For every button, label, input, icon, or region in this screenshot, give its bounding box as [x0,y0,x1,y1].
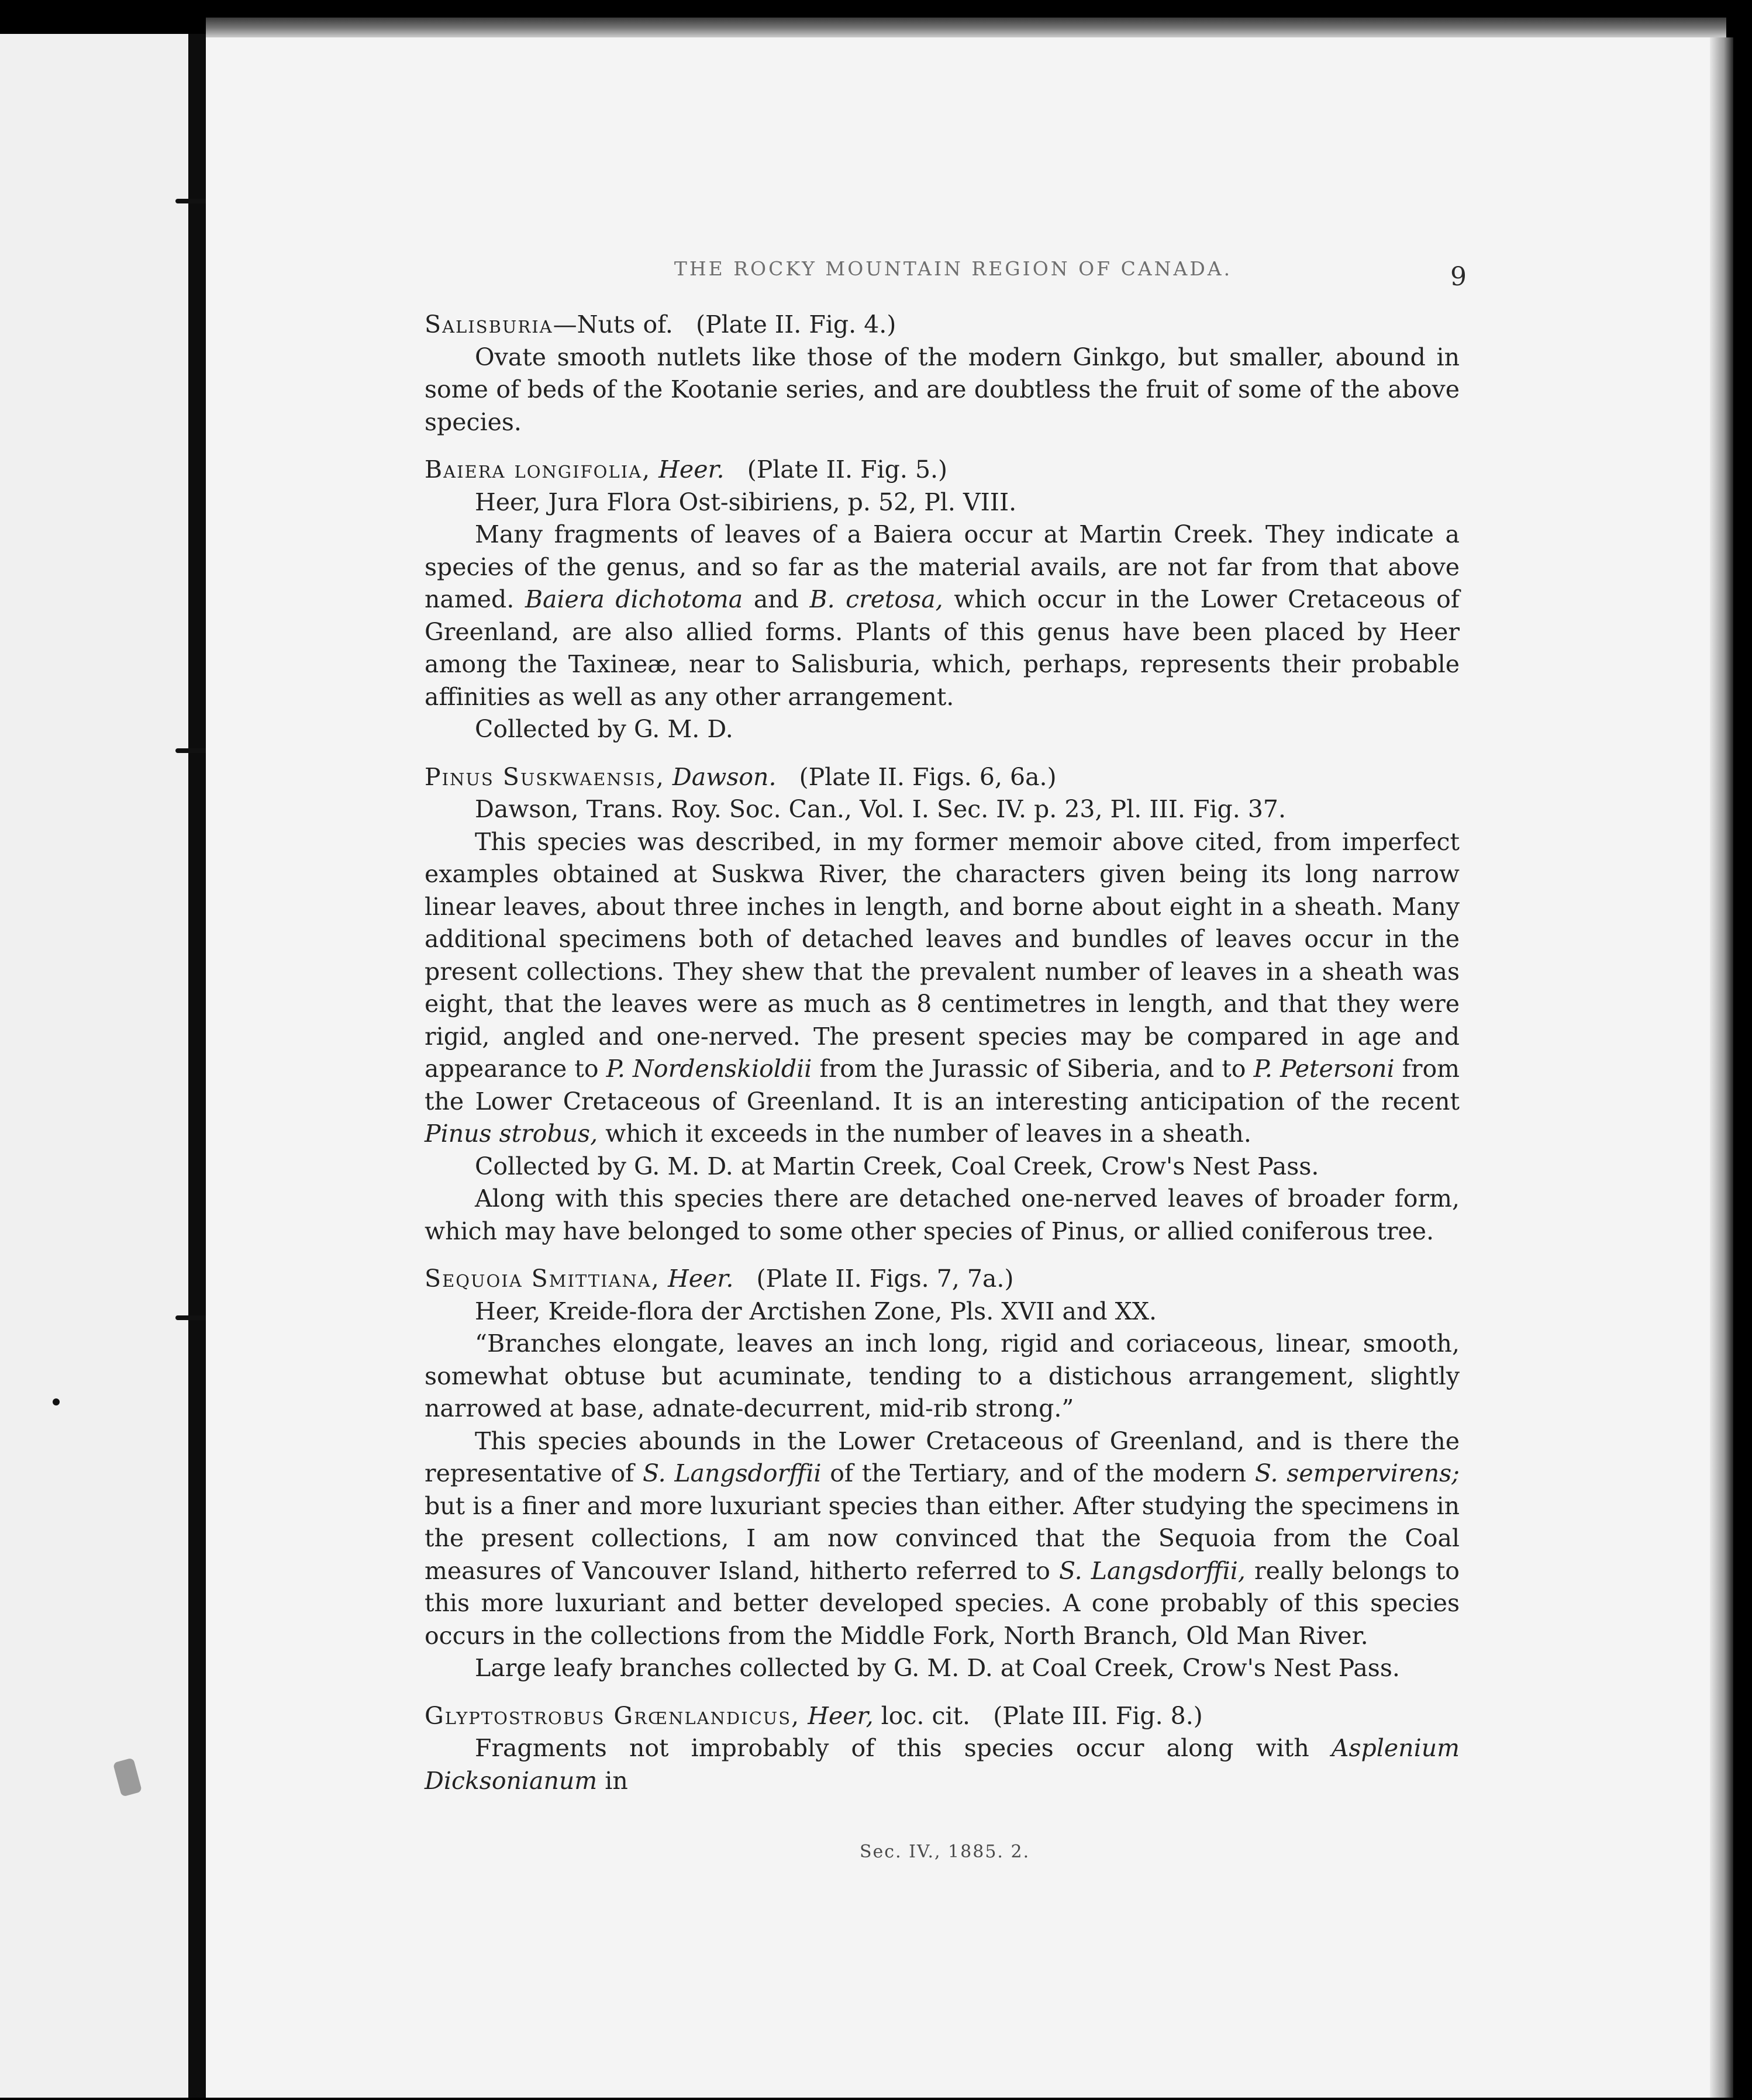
species-heading [425,454,1460,486]
literature-reference: Heer, Jura Flora Ost-sibiriens, p. 52, Pl. VIII. [475,488,1017,516]
text-run: and [753,585,799,613]
page-content [425,309,1460,1812]
left-page [0,34,188,2098]
description-paragraph: Along with this species there are detached one-nerved leaves of broader form, which may have belonged to some other species of Pinus, or allied coniferous tree. [425,1184,1460,1245]
binding-stitch [175,1315,211,1320]
species-name: Pinus Suskwaensis, [425,762,665,791]
species-heading [425,1700,1460,1733]
species-heading [425,761,1460,794]
plate-reference: (Plate II. Figs. 7, 7a.) [756,1265,1014,1293]
plate-reference: (Plate II. Fig. 4.) [695,310,896,339]
species-heading [425,309,1460,341]
text-run: This species was described, in my former memoir above cited, from imperfect examples obtained at Suskwa River, the characters given being its long narrow linear leaves, about three inches in length, and borne about eight in a sheath. Many additional specimens both of detached leaves and bundles of leaves occur in the present collections. They shew that the prevalent number of leaves in a sheath was eight, that the leaves were as much as 8 centimetres in length, and that they were rigid, angled and one-nerved. The present species may be compared in age and appearance to [425,827,1460,1083]
binding-stitch [175,199,211,203]
species-entry [425,1700,1460,1798]
species-author: Heer. [667,1265,734,1293]
page-right-edge [1710,37,1733,2098]
text-run: in [605,1766,628,1795]
species-name: Glyptostrobus Grœnlandicus, [425,1701,801,1730]
signature-mark: Sec. IV., 1885. 2. [860,1842,1030,1862]
plate-reference: (Plate II. Figs. 6, 6a.) [799,762,1057,791]
taxon-name: S. sempervirens; [1254,1459,1460,1487]
species-author: Heer. [658,455,725,483]
species-name: Salisburia [425,310,553,339]
plate-reference: (Plate III. Fig. 8.) [993,1701,1203,1730]
species-name-suffix: loc. cit. [881,1701,971,1730]
plate-reference: (Plate II. Fig. 5.) [747,455,948,483]
literature-reference: Dawson, Trans. Roy. Soc. Can., Vol. I. Sec. IV. p. 23, Pl. III. Fig. 37. [475,795,1287,823]
text-run: Fragments not improbably of this species occur along with [475,1734,1309,1762]
text-run: but is a finer and more luxuriant species than either. After studying the specimens in the present collections, I am now convinced that the Sequoia from the Coal measures of Vancouver Island, hitherto referred to [425,1491,1460,1585]
taxon-name: S. Langsdorffii [642,1459,822,1487]
ink-speck [53,1398,60,1405]
taxon-name: S. Langsdorffii, [1059,1556,1246,1585]
text-run: Many fragments of leaves of a Baiera occur at Martin Creek. They indicate a species of the genus, and so far as the material avails, are not far from that above named. [425,520,1460,613]
species-name: Baiera longifolia, [425,455,651,483]
species-author: Dawson. [672,762,777,791]
description-paragraph [425,519,1460,713]
species-entry [425,1263,1460,1685]
species-name: Sequoia Smittiana, [425,1265,660,1293]
collector-note: Large leafy branches collected by G. M. D. at Coal Creek, Crow's Nest Pass. [475,1654,1400,1682]
collector-note: Collected by G. M. D. [475,715,733,743]
taxon-name: Asplenium Dicksonianum [425,1734,1460,1795]
taxon-name: Pinus strobus, [425,1120,598,1148]
collector-note: Collected by G. M. D. at Martin Creek, Coal Creek, Crow's Nest Pass. [475,1152,1319,1180]
literature-reference: Heer, Kreide-flora der Arctishen Zone, Pls. XVII and XX. [475,1297,1157,1325]
taxon-name: P. Nordenskioldii [606,1055,812,1083]
description-paragraph [425,826,1460,1151]
binding-stitch [175,748,211,753]
species-name-suffix: —Nuts of. [553,310,673,339]
text-run: really belongs to this more luxuriant and better developed species. A cone probably of this species occurs in the collections from the Middle Fork, North Branch, Old Man River. [425,1556,1460,1650]
text-run: which it exceeds in the number of leaves in a sheath. [605,1120,1251,1148]
species-heading [425,1263,1460,1296]
description-paragraph: Ovate smooth nutlets like those of the modern Ginkgo, but smaller, abound in some of beds of the Kootanie series, and are doubtless the fruit of some of the above species. [425,343,1460,436]
page-number: 9 [1450,262,1467,292]
running-title: THE ROCKY MOUNTAIN REGION OF CANADA. [674,257,1233,280]
text-run: of the Tertiary, and of the modern [830,1459,1247,1487]
taxon-name: P. Petersoni [1253,1055,1395,1083]
species-entry [425,309,1460,438]
species-entry [425,761,1460,1248]
text-run: This species abounds in the Lower Cretaceous of Greenland, and is there the representative of [425,1427,1460,1487]
description-paragraph [425,1732,1460,1797]
text-run: which occur in the Lower Cretaceous of Greenland, are also allied forms. Plants of this genus have been placed by Heer among the Taxineæ, near to Salisburia, which, perhaps, represents their probable affinities as well as any other arrangement. [425,585,1460,711]
species-author: Heer, [808,1701,874,1730]
taxon-name: Baiera dichotoma [525,585,743,613]
book-spine [188,34,206,2098]
species-entry [425,454,1460,746]
quoted-diagnosis: “Branches elongate, leaves an inch long, rigid and coriaceous, linear, smooth, somewhat obtuse but acuminate, tending to a distichous arrangement, slightly narrowed at base, adnate-decurrent, mid-rib strong.” [425,1329,1460,1422]
taxon-name: B. cretosa, [809,585,943,613]
text-run: from the Lower Cretaceous of Greenland. It is an interesting anticipation of the recent [425,1055,1460,1115]
text-run: from the Jurassic of Siberia, and to [819,1055,1246,1083]
description-paragraph [425,1425,1460,1653]
